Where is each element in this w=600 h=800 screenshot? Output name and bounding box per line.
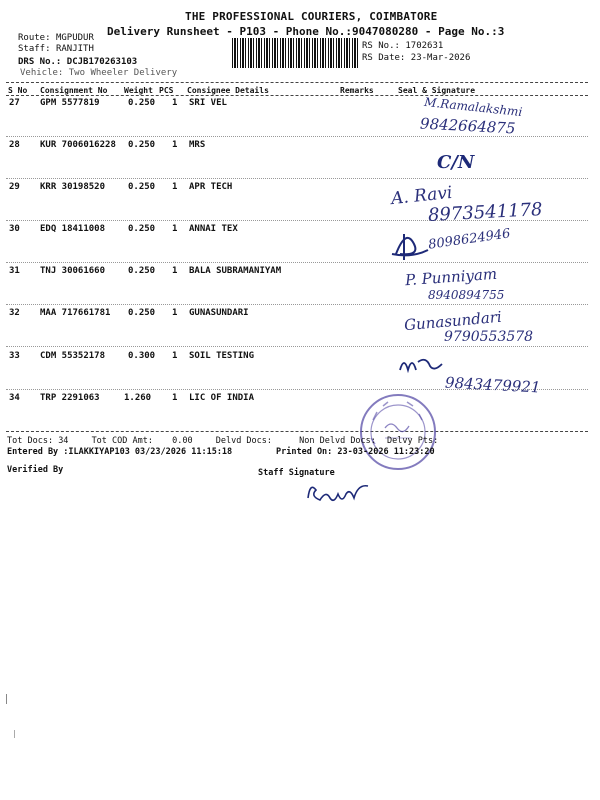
- rs-date-line: [362, 53, 470, 63]
- cell-consignee: GUNASUNDARI: [189, 308, 249, 318]
- cell-pcs: 1: [172, 182, 178, 192]
- row-separator: [6, 262, 588, 263]
- cell-consignment: MAA 717661781: [40, 308, 111, 318]
- delvy-pts-label: Delvy Pts:: [387, 436, 439, 446]
- table-row: [0, 224, 600, 266]
- rs-date-label: RS Date:: [362, 53, 406, 63]
- delvd-docs-label: Delvd Docs:: [215, 436, 273, 446]
- tot-docs-value: 34: [58, 436, 69, 446]
- cell-sno: 29: [9, 182, 20, 192]
- rs-no-value: 1702631: [405, 41, 444, 51]
- vehicle-line: Vehicle: Two Wheeler Delivery: [20, 68, 178, 78]
- staff-signature: [304, 478, 374, 506]
- rs-no-line: [362, 41, 443, 51]
- cell-consignee: ANNAI TEX: [189, 224, 238, 234]
- col-pcs: PCS: [159, 86, 174, 95]
- col-weight: Weight: [124, 86, 153, 95]
- cell-consignee: BALA SUBRAMANIYAM: [189, 266, 282, 276]
- drs-line: [18, 57, 137, 67]
- cell-pcs: 1: [172, 266, 178, 276]
- cell-consignment: KRR 30198520: [40, 182, 106, 192]
- cell-consignment: GPM 5577819: [40, 98, 100, 108]
- row-separator: [6, 304, 588, 305]
- tot-docs-label: Tot Docs:: [7, 436, 54, 446]
- company-title: THE PROFESSIONAL COURIERS, COIMBATORE: [185, 10, 438, 23]
- runsheet-line: Delivery Runsheet - P103 - Phone No.:9047080280 - Page No.:3: [107, 25, 505, 38]
- table-row: [0, 393, 600, 435]
- handwriting-row-30-phone: 8098624946: [427, 226, 512, 253]
- totals-line: [7, 436, 438, 446]
- cell-pcs: 1: [172, 98, 178, 108]
- col-consignment: Consignment No: [40, 86, 108, 95]
- cell-weight: 0.250: [128, 140, 156, 150]
- printed-on: Printed On: 23-03-2026 11:23:20: [276, 447, 435, 457]
- handwriting-row-27-name: M.Ramalakshmi: [423, 94, 523, 120]
- row-separator: [6, 178, 588, 179]
- cell-weight: 0.250: [128, 308, 156, 318]
- rs-date-value: 23-Mar-2026: [410, 53, 471, 63]
- handwriting-row-33-phone: 9843479921: [444, 373, 541, 397]
- divider: [6, 82, 588, 83]
- cell-sno: 34: [9, 393, 20, 403]
- cell-consignment: TRP 2291063: [40, 393, 100, 403]
- cell-weight: 1.260: [124, 393, 152, 403]
- cell-sno: 28: [9, 140, 20, 150]
- margin-mark: [14, 730, 15, 738]
- staff-signature-label: Staff Signature: [258, 468, 335, 478]
- staff-line: [18, 44, 94, 54]
- divider: [6, 95, 588, 96]
- handwriting-row-32-phone: 9790553578: [444, 329, 534, 345]
- cell-weight: 0.300: [128, 351, 156, 361]
- route-line: [18, 33, 94, 43]
- handwriting-row-27-phone: 9842664875: [419, 114, 516, 138]
- verified-by-label: Verified By: [7, 465, 64, 475]
- handwriting-row-31-name: P. Punniyam: [404, 264, 498, 290]
- cell-consignee: MRS: [189, 140, 206, 150]
- row-separator: [6, 346, 588, 347]
- cell-pcs: 1: [172, 224, 178, 234]
- cell-consignee: SRI VEL: [189, 98, 227, 108]
- cell-consignee: APR TECH: [189, 182, 233, 192]
- cell-consignee: SOIL TESTING: [189, 351, 255, 361]
- drs-label: DRS No.:: [18, 57, 62, 67]
- route-label: Route:: [18, 33, 51, 43]
- col-sno: S No: [8, 86, 28, 95]
- staff-label: Staff:: [18, 44, 51, 54]
- cell-weight: 0.250: [128, 182, 156, 192]
- col-consignee: Consignee Details: [187, 86, 269, 95]
- cell-pcs: 1: [172, 351, 178, 361]
- handwriting-row-32-name: Gunasundari: [403, 307, 503, 335]
- signature-row-30: [390, 230, 430, 262]
- col-remarks: Remarks: [340, 86, 374, 95]
- handwriting-row-29-phone: 8973541178: [427, 199, 544, 226]
- tot-cod-label: Tot COD Amt:: [91, 436, 153, 446]
- cell-sno: 27: [9, 98, 20, 108]
- handwriting-row-31-phone: 8940894755: [428, 288, 505, 302]
- cell-sno: 30: [9, 224, 20, 234]
- cell-sno: 32: [9, 308, 20, 318]
- cell-sno: 31: [9, 266, 20, 276]
- tot-cod-value: 0.00: [172, 436, 193, 446]
- cell-pcs: 1: [172, 308, 178, 318]
- drs-value: DCJB170263103: [66, 57, 138, 67]
- table-row: [0, 266, 600, 308]
- handwriting-row-28-cn: C/N: [437, 152, 475, 173]
- route-value: MGPUDUR: [55, 33, 94, 43]
- entered-by: Entered By :ILAKKIYAP103 03/23/2026 11:15:18: [7, 447, 233, 457]
- signature-row-33: [396, 352, 446, 378]
- cell-consignment: CDM 55352178: [40, 351, 106, 361]
- col-seal: Seal & Signature: [398, 86, 476, 95]
- delivery-stamp: [355, 392, 441, 472]
- staff-value: RANJITH: [55, 44, 94, 54]
- cell-consignment: TNJ 30061660: [40, 266, 106, 276]
- divider: [6, 431, 588, 432]
- cell-weight: 0.250: [128, 266, 156, 276]
- barcode: [232, 38, 358, 68]
- cell-weight: 0.250: [128, 98, 156, 108]
- cell-consignment: EDQ 18411008: [40, 224, 106, 234]
- cell-pcs: 1: [172, 393, 178, 403]
- table-row: [0, 140, 600, 182]
- cell-pcs: 1: [172, 140, 178, 150]
- margin-mark: [6, 694, 7, 704]
- rs-no-label: RS No.:: [362, 41, 400, 51]
- cell-weight: 0.250: [128, 224, 156, 234]
- non-delvd-docs-label: Non Delvd Docs:: [299, 436, 376, 446]
- cell-sno: 33: [9, 351, 20, 361]
- handwriting-row-29-name: A. Ravi: [390, 182, 454, 210]
- cell-consignment: KUR 7006016228: [40, 140, 116, 150]
- cell-consignee: LIC OF INDIA: [189, 393, 255, 403]
